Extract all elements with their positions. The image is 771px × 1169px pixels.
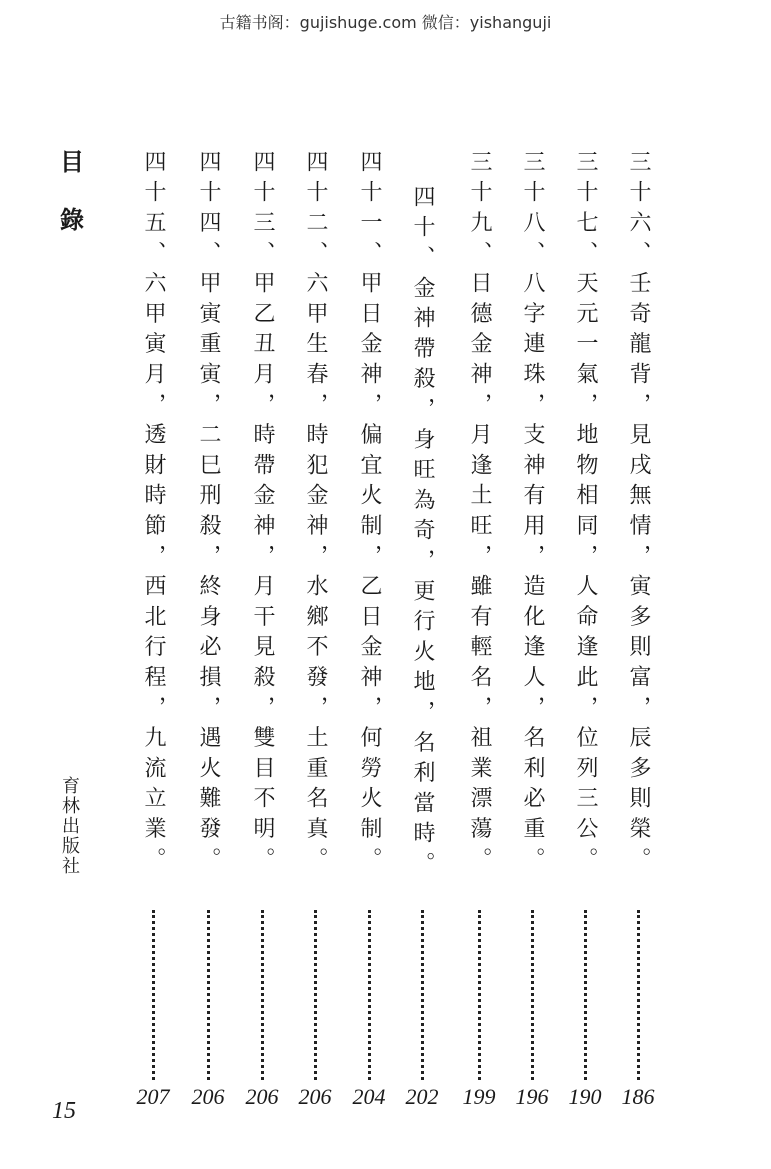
toc-entry[interactable] [565, 150, 605, 1110]
toc-page-number: 190 [568, 1084, 602, 1109]
toc-page-number: 199 [462, 1084, 496, 1109]
toc-page-number: 204 [352, 1084, 386, 1109]
toc-entry[interactable] [402, 185, 442, 1110]
dot-leader [421, 910, 427, 1080]
toc-entry-text: 四十、金神帶殺，身旺為奇，更行火地，名利當時。 [410, 185, 435, 882]
toc-page-number: 206 [191, 1084, 225, 1109]
dot-leader [368, 910, 374, 1080]
toc-page-number: 196 [515, 1084, 549, 1109]
toc-entry-text: 四十二、六甲生春，時犯金神，水鄉不發，土重名真。 [303, 150, 328, 878]
toc-entry-text: 四十四、甲寅重寅，二巳刑殺，終身必損，遇火難發。 [196, 150, 221, 878]
title-char-1: 目 [60, 147, 84, 176]
toc-entry-text: 三十八、八字連珠，支神有用，造化逢人，名利必重。 [520, 150, 545, 878]
toc-entry-text: 三十七、天元一氣，地物相同，人命逢此，位列三公。 [573, 150, 598, 878]
toc-entry-text: 三十九、日德金神，月逢土旺，雖有輕名，祖業漂蕩。 [467, 150, 492, 878]
dot-leader [637, 910, 643, 1080]
dot-leader [314, 910, 320, 1080]
toc-entry[interactable] [242, 150, 282, 1110]
toc-page-number: 206 [245, 1084, 279, 1109]
toc-page-number: 186 [621, 1084, 655, 1109]
dot-leader [261, 910, 267, 1080]
dot-leader [478, 910, 484, 1080]
dot-leader [152, 910, 158, 1080]
title-char-2: 錄 [60, 205, 84, 234]
toc-page-number: 202 [405, 1084, 439, 1109]
toc-entry[interactable] [295, 150, 335, 1110]
toc-page-number: 207 [136, 1084, 170, 1109]
toc-entry-text: 四十三、甲乙丑月，時帶金神，月干見殺，雙目不明。 [250, 150, 275, 878]
toc-entry-text: 四十五、六甲寅月，透財時節，西北行程，九流立業。 [141, 150, 166, 878]
dot-leader [207, 910, 213, 1080]
toc-entry[interactable] [459, 150, 499, 1110]
publisher-name: 育林出版社 [59, 776, 80, 876]
toc-entry[interactable] [349, 150, 389, 1110]
dot-leader [584, 910, 590, 1080]
toc-entry[interactable] [512, 150, 552, 1110]
toc-entry[interactable] [133, 150, 173, 1110]
section-title [60, 147, 90, 234]
dot-leader [531, 910, 537, 1080]
toc-entry-text: 三十六、壬奇龍背，見戌無情，寅多則富，辰多則榮。 [626, 150, 651, 878]
toc-entry-text: 四十一、甲日金神，偏宜火制，乙日金神，何勞火制。 [357, 150, 382, 878]
watermark: 古籍书阁：gujishuge.com 微信：yishanguji [219, 13, 552, 32]
toc-page-number: 206 [298, 1084, 332, 1109]
toc-entry[interactable] [188, 150, 228, 1110]
toc-entry[interactable] [618, 150, 658, 1110]
page-number: 15 [52, 1098, 76, 1124]
